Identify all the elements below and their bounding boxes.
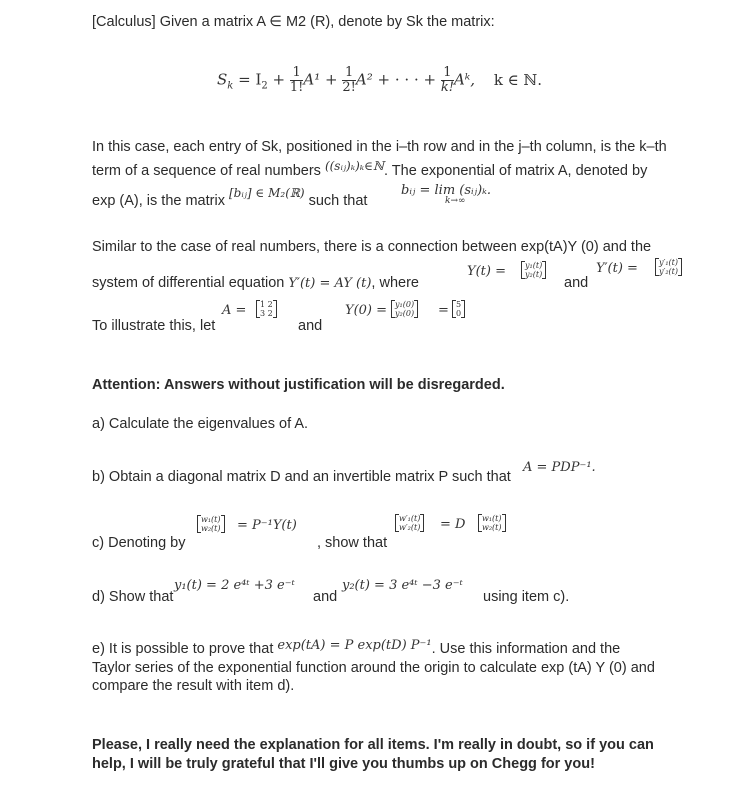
yt-entry-1: y₁(t) [525, 261, 543, 270]
frack-den: k! [440, 80, 454, 95]
a-lhs: A = [222, 303, 247, 318]
ypt-entry-2: y′₂(t) [659, 267, 678, 276]
item-e-a-line [92, 638, 621, 657]
ode-equation: Y′(t) = AY (t) [288, 276, 372, 291]
ypt-lhs: Y′(t) = [596, 261, 638, 276]
matrix-a-row2: 3 2 [260, 309, 273, 318]
pdp-inverse: A = PDP⁻¹ [523, 460, 592, 475]
item-d-a: d) Show that [92, 589, 174, 605]
matrix-a-row1: 1 2 [260, 300, 273, 309]
sk-sub: k [227, 80, 234, 92]
plus: + [272, 70, 286, 89]
limit-end: . [486, 183, 492, 198]
frac2-num: 1 [342, 66, 356, 81]
para1-line2-b: . The exponential of matrix A, denoted by [384, 163, 648, 179]
y0-vector [391, 300, 418, 318]
sequence-notation: ((sᵢⱼ)ₖ)ₖ∈ℕ [324, 159, 385, 173]
ypt-vector [655, 258, 682, 276]
item-c-a: c) Denoting by [92, 535, 186, 551]
sk-symbol: S [217, 70, 228, 89]
k-domain: k ∈ ℕ. [493, 70, 543, 89]
item-e-b: . Use this information and the [431, 641, 621, 657]
item-e-a: e) It is possible to prove that [92, 641, 274, 657]
limit-formula: bᵢⱼ = lim (sᵢⱼ)ₖ [401, 183, 487, 198]
closing-line1: Please, I really need the explanation for all items. I'm really in doubt, so if you can [92, 737, 654, 753]
item-b-end: . [591, 460, 596, 475]
item-d-b: using item c). [483, 589, 570, 605]
yt-entry-2: y₂(t) [525, 270, 543, 279]
y0-values [452, 300, 465, 318]
item-b-text: b) Obtain a diagonal matrix D and an invertible matrix P such that [92, 469, 511, 485]
identity-term: = I [238, 70, 262, 89]
y0-entry-2: y₂(0) [395, 309, 415, 318]
item-d-and: and [313, 589, 338, 605]
item-e-line2: Taylor series of the exponential function around the origin to calculate exp (tA) Y (0) and [92, 660, 655, 676]
y0-eq: = [438, 303, 449, 318]
item-c-b: , show that [317, 535, 388, 551]
w2-vector [478, 514, 506, 532]
frac1-num: 1 [290, 66, 304, 81]
w2-entry-1: w₁(t) [482, 514, 502, 523]
termk-power: Aᵏ, [453, 70, 476, 89]
y0-value-1: 5 [456, 300, 462, 309]
question-header: [Calculus] Given a matrix A ∈ M2 (R), denote by Sk the matrix: [92, 14, 495, 30]
para2-line1: Similar to the case of real numbers, there is a connection between exp(tA)Y (0) and the [92, 239, 652, 255]
wp-entry-1: w′₁(t) [399, 514, 421, 523]
para1-line3-b: such that [308, 193, 368, 209]
y2-solution: y₂(t) = 3 e⁴ᵗ −3 e⁻ᵗ [342, 578, 463, 593]
w-entry-2: w₂(t) [201, 524, 221, 533]
term1-power: A¹ [303, 70, 321, 89]
para2-line2-b: , where [371, 275, 419, 291]
w2-entry-2: w₂(t) [482, 523, 502, 532]
w-prime-vector [395, 514, 424, 532]
and-2: and [298, 318, 323, 334]
para2-line2-a: system of differential equation [92, 275, 285, 291]
exp-identity: exp(tA) = P exp(tD) P⁻¹ [277, 638, 432, 653]
para1-line1: In this case, each entry of Sk, positioned in the i–th row and in the j–th column, is the k–th [92, 139, 667, 155]
ellipsis: + · · · + [377, 70, 437, 89]
term2-power: A² [355, 70, 373, 89]
item-b-math [523, 460, 596, 475]
plus: + [325, 70, 338, 89]
y1-solution: y₁(t) = 2 e⁴ᵗ +3 e⁻ᵗ [174, 578, 295, 593]
para1-line3-a: exp (A), is the matrix [92, 193, 225, 209]
yt-vector [521, 261, 546, 279]
closing-line2: help, I will be truly grateful that I'll give you thumbs up on Chegg for you! [92, 756, 595, 772]
wp-entry-2: w′₂(t) [399, 523, 421, 532]
d-eq: = D [440, 517, 466, 532]
matrix-a [256, 300, 277, 318]
and-1: and [564, 275, 589, 291]
frack-num: 1 [441, 66, 454, 81]
y0-lhs: Y(0) = [345, 303, 388, 318]
frac2-den: 2! [342, 80, 356, 95]
y0-entry-1: y₁(0) [395, 300, 415, 309]
w-vector [197, 515, 225, 533]
ypt-entry-1: y′₁(t) [659, 258, 678, 267]
frac1-den: 1! [289, 80, 304, 95]
identity-sub: 2 [261, 80, 268, 92]
y0-value-2: 0 [456, 309, 462, 318]
item-a: a) Calculate the eigenvalues of A. [92, 416, 309, 432]
limit-expression [401, 183, 491, 206]
bij-matrix-notation: [bᵢⱼ] ∈ M₂(ℝ) [228, 186, 305, 200]
item-e-line3: compare the result with item d). [92, 678, 295, 694]
attention-note: Attention: Answers without justification will be disregarded. [92, 377, 505, 393]
sk-formula [217, 66, 542, 95]
para2-line3-a: To illustrate this, let [92, 318, 216, 334]
limit-subscript: k→∞ [445, 196, 466, 206]
w-entry-1: w₁(t) [201, 515, 221, 524]
w-eq: = P⁻¹Y(t) [237, 518, 297, 533]
yt-lhs: Y(t) = [467, 264, 506, 279]
para1-line2-a: term of a sequence of real numbers [92, 163, 321, 179]
